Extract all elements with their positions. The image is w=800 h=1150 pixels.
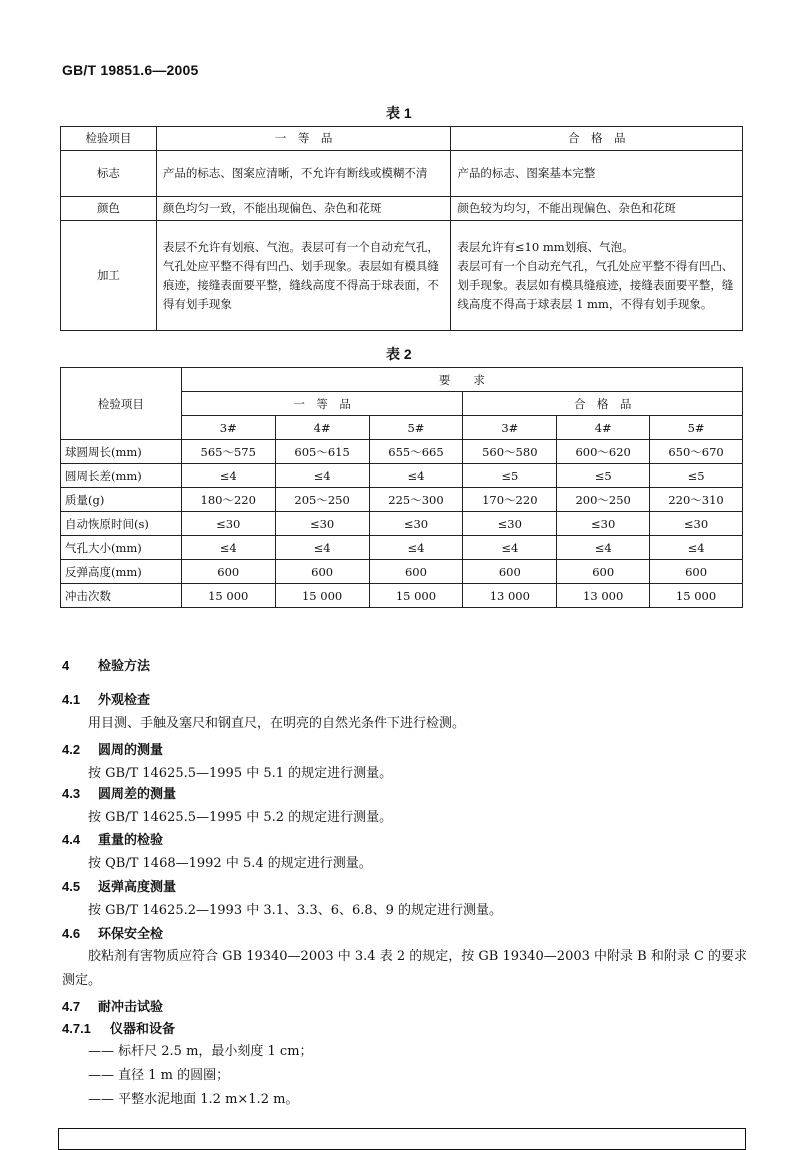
table2-cell: ≤30: [463, 512, 557, 536]
table2-row: [61, 440, 743, 464]
table2-body: [61, 440, 743, 608]
table2-cell: ≤30: [369, 512, 463, 536]
table2-row: [61, 584, 743, 608]
table2-cell: ≤30: [557, 512, 650, 536]
table1-cell: 产品的标志、图案应清晰，不允许有断线或模糊不清: [156, 151, 451, 197]
table2-size-header: 4#: [275, 416, 369, 440]
table2-cell: 600: [369, 560, 463, 584]
table2-cell: ≤4: [463, 536, 557, 560]
table1-header-qualified: 合 格 品: [451, 127, 743, 151]
table2-header-first-grade: 一 等 品: [181, 392, 463, 416]
table1-row-label: 颜色: [61, 197, 157, 221]
table2-cell: 600: [463, 560, 557, 584]
table2-cell: ≤30: [275, 512, 369, 536]
table2-row: [61, 464, 743, 488]
section-title: 环保安全检: [98, 926, 164, 941]
equipment-item: —— 平整水泥地面 1.2 m×1.2 m。: [88, 1092, 299, 1107]
equipment-item: —— 直径 1 m 的圆圈；: [88, 1068, 230, 1083]
table2-cell: 605～615: [275, 440, 369, 464]
section-4-1-text: 用目测、手触及塞尺和钢直尺，在明亮的自然光条件下进行检测。: [88, 716, 466, 731]
table2-cell: ≤30: [650, 512, 743, 536]
table2-cell: 180～220: [181, 488, 275, 512]
table2-row-label: 质量(g): [61, 488, 182, 512]
table2-row: [61, 488, 743, 512]
table1-row-label: 标志: [61, 151, 157, 197]
table2-cell: ≤30: [181, 512, 275, 536]
section-title: 重量的检验: [98, 832, 164, 847]
section-title: 圆周差的测量: [98, 786, 177, 801]
table2-size-header: 5#: [369, 416, 463, 440]
table2-row: [61, 536, 743, 560]
table2-cell: ≤4: [275, 464, 369, 488]
table2-caption: 表 2: [386, 346, 412, 362]
section-title: 耐冲击试验: [98, 999, 164, 1014]
table2-cell: 600～620: [557, 440, 650, 464]
table1: [60, 126, 743, 331]
table1-cell: 颜色均匀一致，不能出现偏色、杂色和花斑: [156, 197, 451, 221]
section-4-2-heading: 4.2 圆周的测量: [62, 742, 164, 757]
table2-row-label: 反弹高度(mm): [61, 560, 182, 584]
section-4-7-heading: 4.7 耐冲击试验: [62, 999, 164, 1014]
table1-header-first: 一 等 品: [156, 127, 451, 151]
table1-cell: 表层允许有≤10 mm划痕、气泡。 表层可有一个自动充气孔，气孔处应平整不得有凹凸、划手现象。表层如有模具缝痕迹，接缝表面要平整，缝线高度不得高于球表层 1 mm，不得有划手现象。: [451, 221, 743, 331]
table2-cell: 170～220: [463, 488, 557, 512]
table2-row-label: 球圆周长(mm): [61, 440, 182, 464]
table1-header-item: 检验项目: [61, 127, 157, 151]
table2-row-label: 冲击次数: [61, 584, 182, 608]
table2-cell: ≤4: [557, 536, 650, 560]
standard-number: GB/T 19851.6—2005: [62, 62, 199, 78]
table2-cell: ≤5: [557, 464, 650, 488]
table1-cell: 产品的标志、图案基本完整: [451, 151, 743, 197]
table2-cell: 13 000: [463, 584, 557, 608]
section-4-3-text: 按 GB/T 14625.5—1995 中 5.2 的规定进行测量。: [88, 810, 393, 825]
table2-size-header: 3#: [181, 416, 275, 440]
table2-cell: 15 000: [181, 584, 275, 608]
table2-row-label: 气孔大小(mm): [61, 536, 182, 560]
section-4-4-heading: 4.4 重量的检验: [62, 832, 164, 847]
table2: [60, 367, 743, 608]
table2-row: [61, 512, 743, 536]
table2-cell: 560～580: [463, 440, 557, 464]
table2-cell: 13 000: [557, 584, 650, 608]
section-4-1-heading: 4.1 外观检查: [62, 692, 151, 707]
table2-cell: 600: [557, 560, 650, 584]
page-footer-box: [58, 1128, 746, 1150]
section-4-7-1-heading: 4.7.1 仪器和设备: [62, 1021, 176, 1036]
table2-cell: 600: [181, 560, 275, 584]
section-title: 圆周的测量: [98, 742, 164, 757]
table2-cell: 15 000: [650, 584, 743, 608]
section-4-5-text: 按 GB/T 14625.2—1993 中 3.1、3.3、6、6.8、9 的规定进行测量。: [88, 903, 503, 918]
table2-cell: 15 000: [369, 584, 463, 608]
table2-cell: 655～665: [369, 440, 463, 464]
section-4-6-heading: 4.6 环保安全检: [62, 926, 164, 941]
table1-cell: 颜色较为均匀，不能出现偏色、杂色和花斑: [451, 197, 743, 221]
section-4-2-text: 按 GB/T 14625.5—1995 中 5.1 的规定进行测量。: [88, 766, 393, 781]
table2-cell: 220～310: [650, 488, 743, 512]
table2-cell: 650～670: [650, 440, 743, 464]
section-title: 返弹高度测量: [98, 879, 177, 894]
table2-cell: ≤4: [650, 536, 743, 560]
table2-size-header: 5#: [650, 416, 743, 440]
table2-row-label: 圆周长差(mm): [61, 464, 182, 488]
table2-header-qualified-grade: 合 格 品: [463, 392, 743, 416]
table2-cell: 205～250: [275, 488, 369, 512]
section-4-5-heading: 4.5 返弹高度测量: [62, 879, 177, 894]
table2-cell: ≤4: [181, 464, 275, 488]
section-4-heading: 4 检验方法: [62, 658, 151, 673]
table2-cell: ≤4: [275, 536, 369, 560]
table2-size-header: 3#: [463, 416, 557, 440]
table1-row-label: 加工: [61, 221, 157, 331]
table2-cell: ≤4: [369, 464, 463, 488]
table2-header-item: 检验项目: [61, 368, 182, 440]
table1-caption: 表 1: [386, 105, 412, 121]
table2-cell: ≤4: [369, 536, 463, 560]
table2-header-requirements: 要 求: [181, 368, 742, 392]
table1-cell: 表层不允许有划痕、气泡。表层可有一个自动充气孔，气孔处应平整不得有凹凸、划手现象。表层如有模具缝痕迹，接缝表面要平整，缝线高度不得高于球表面，不得有划手现象: [156, 221, 451, 331]
section-4-4-text: 按 QB/T 1468—1992 中 5.4 的规定进行测量。: [88, 856, 372, 871]
section-4-3-heading: 4.3 圆周差的测量: [62, 786, 177, 801]
section-title: 仪器和设备: [110, 1021, 176, 1036]
table2-cell: ≤4: [181, 536, 275, 560]
table2-cell: 600: [650, 560, 743, 584]
section-title: 检验方法: [98, 658, 151, 673]
section-title: 外观检查: [98, 692, 151, 707]
table2-row: [61, 560, 743, 584]
table2-cell: 15 000: [275, 584, 369, 608]
equipment-item: —— 标杆尺 2.5 m，最小刻度 1 cm；: [88, 1044, 313, 1059]
table2-cell: ≤5: [650, 464, 743, 488]
table2-row-label: 自动恢原时间(s): [61, 512, 182, 536]
table2-cell: 565～575: [181, 440, 275, 464]
table2-cell: 200～250: [557, 488, 650, 512]
table2-cell: ≤5: [463, 464, 557, 488]
table2-cell: 225～300: [369, 488, 463, 512]
section-4-6-text: 胶粘剂有害物质应符合 GB 19340—2003 中 3.4 表 2 的规定，按 GB 19340—2003 中附录 B 和附录 C 的要求测定。: [62, 949, 748, 988]
table2-cell: 600: [275, 560, 369, 584]
table2-size-header: 4#: [557, 416, 650, 440]
